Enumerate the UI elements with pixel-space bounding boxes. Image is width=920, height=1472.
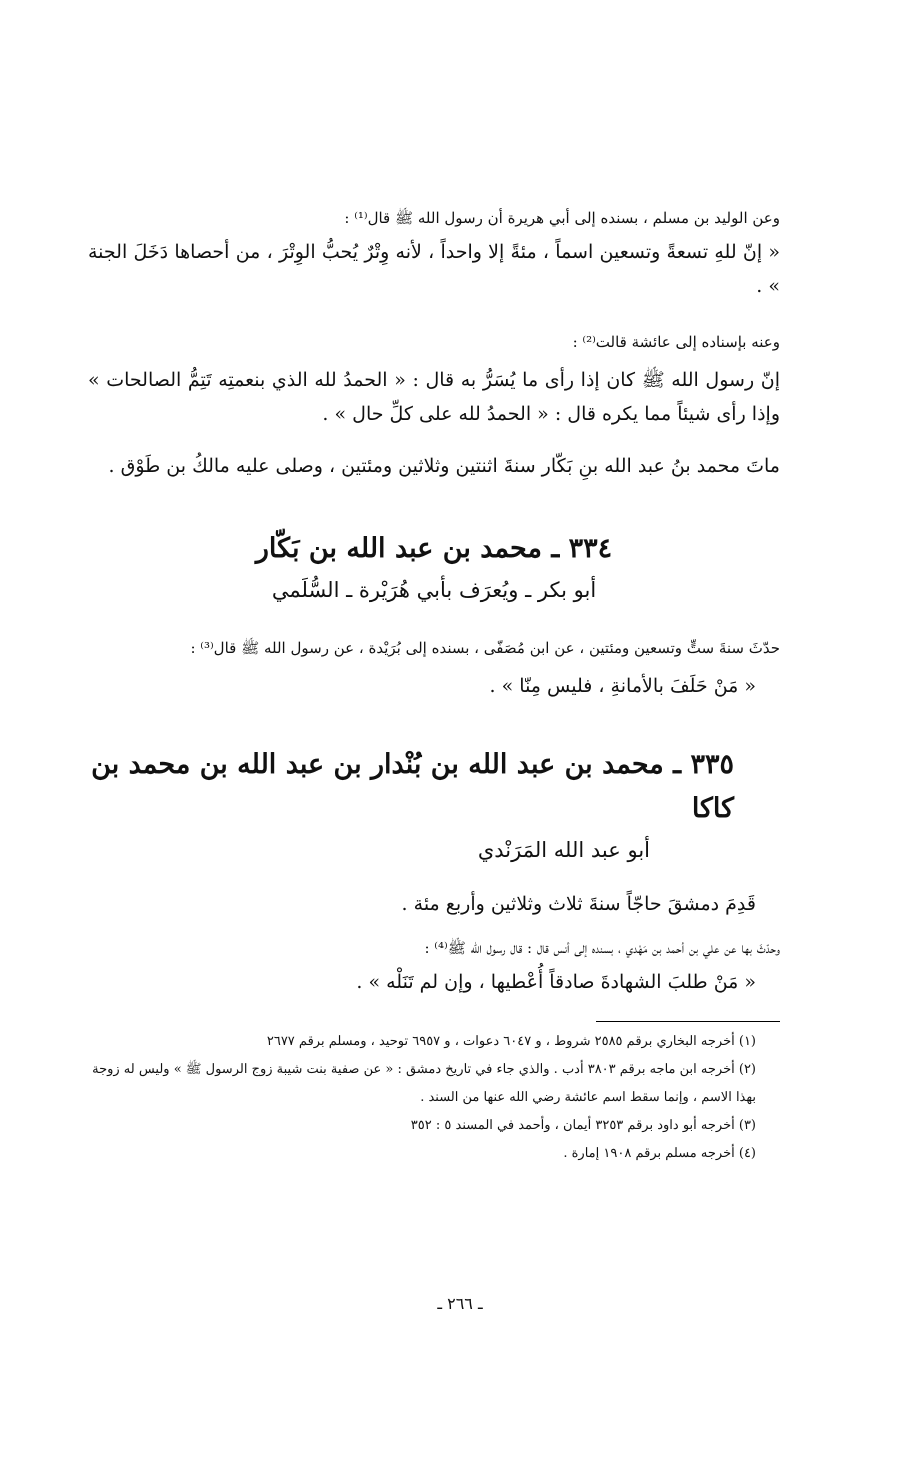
footnote-3: (٣) أخرجه أبو داود برقم ٣٢٥٣ أيمان ، وأحمد في المسند ٥ : ٣٥٢ bbox=[410, 1118, 756, 1133]
page-body bbox=[88, 205, 780, 1168]
entry-335-text2: وحدّثَ بها عن علي بن أحمد بن مَهْدي ، بسنده إلى أنس قال : قال رسول الله ﷺ⁽⁴⁾ : bbox=[424, 939, 780, 957]
entry-335-subtitle: أبو عبد الله المَرَنْدي bbox=[477, 838, 650, 862]
entry-335-quote: « مَنْ طلبَ الشهادةَ صادقاً أُعْطيها ، وإن لم تَنَلْه » . bbox=[356, 971, 756, 993]
hadith-text-hamd: إنّ رسول الله ﷺ كان إذا رأى ما يُسَرُّ به قال : « الحمدُ لله الذي بنعمتِه تَتِمُّ الصالحات » وإذا رأى شيئاً مما يكره قال : « الحمدُ لله على كلِّ حال » . bbox=[88, 369, 780, 425]
page-number: ـ ٢٦٦ ـ bbox=[437, 1294, 483, 1313]
block-intro-aisha: وعنه بإسناده إلى عائشة قالت⁽²⁾ : bbox=[572, 333, 780, 351]
footnote-2: (٢) أخرجه ابن ماجه برقم ٣٨٠٣ أدب . والذي جاء في تاريخ دمشق : « عن صفية بنت شيبة زوج الرسول ﷺ » وليس له زوجة بهذا الاسم ، وإنما سقط اسم عائشة رضي الله عنها من السند . bbox=[92, 1062, 756, 1105]
hadith-quote-names: « إنّ للهِ تسعةً وتسعين اسماً ، مئةً إلا واحداً ، لأنه وِتْرٌ يُحبُّ الوِتْرَ ، من أحصاها دَخَلَ الجنة » . bbox=[88, 241, 780, 297]
footnote-1: (١) أخرجه البخاري برقم ٢٥٨٥ شروط ، و ٦٠٤٧ دعوات ، و ٦٩٥٧ توحيد ، ومسلم برقم ٢٦٧٧ bbox=[266, 1034, 756, 1049]
entry-334-title: ٣٣٤ ـ محمد بن عبد الله بن بَكّار bbox=[255, 533, 613, 564]
entry-334-quote: « مَنْ حَلَفَ بالأمانةِ ، فليس مِنّا » . bbox=[489, 675, 756, 697]
footnote-divider bbox=[596, 1021, 780, 1022]
entry-335-text1: قَدِمَ دمشقَ حاجّاً سنةَ ثلاث وثلاثين وأربع مئة . bbox=[401, 893, 756, 915]
block-intro-walid: وعن الوليد بن مسلم ، بسنده إلى أبي هريرة أن رسول الله ﷺ قال⁽¹⁾ : bbox=[344, 209, 780, 227]
entry-334-subtitle: أبو بكر ـ ويُعرَف بأبي هُرَيْرة ـ السُّلَمي bbox=[271, 578, 597, 602]
entry-335-title: ٣٣٥ ـ محمد بن عبد الله بن بُنْدار بن عبد الله بن محمد بن كاكا bbox=[91, 749, 734, 824]
footnote-4: (٤) أخرجه مسلم برقم ١٩٠٨ إمارة . bbox=[563, 1146, 756, 1161]
death-notice: ماتَ محمد بنُ عبد الله بنِ بَكّار سنةَ اثنتين وثلاثين ومئتين ، وصلى عليه مالكُ بن طَوْق . bbox=[108, 455, 780, 477]
entry-334-text: حدّثَ سنةَ ستٍّ وتسعين ومئتين ، عن ابن مُصَفّى ، بسنده إلى بُرَيْدة ، عن رسول الله ﷺ قال⁽³⁾ : bbox=[190, 639, 780, 657]
